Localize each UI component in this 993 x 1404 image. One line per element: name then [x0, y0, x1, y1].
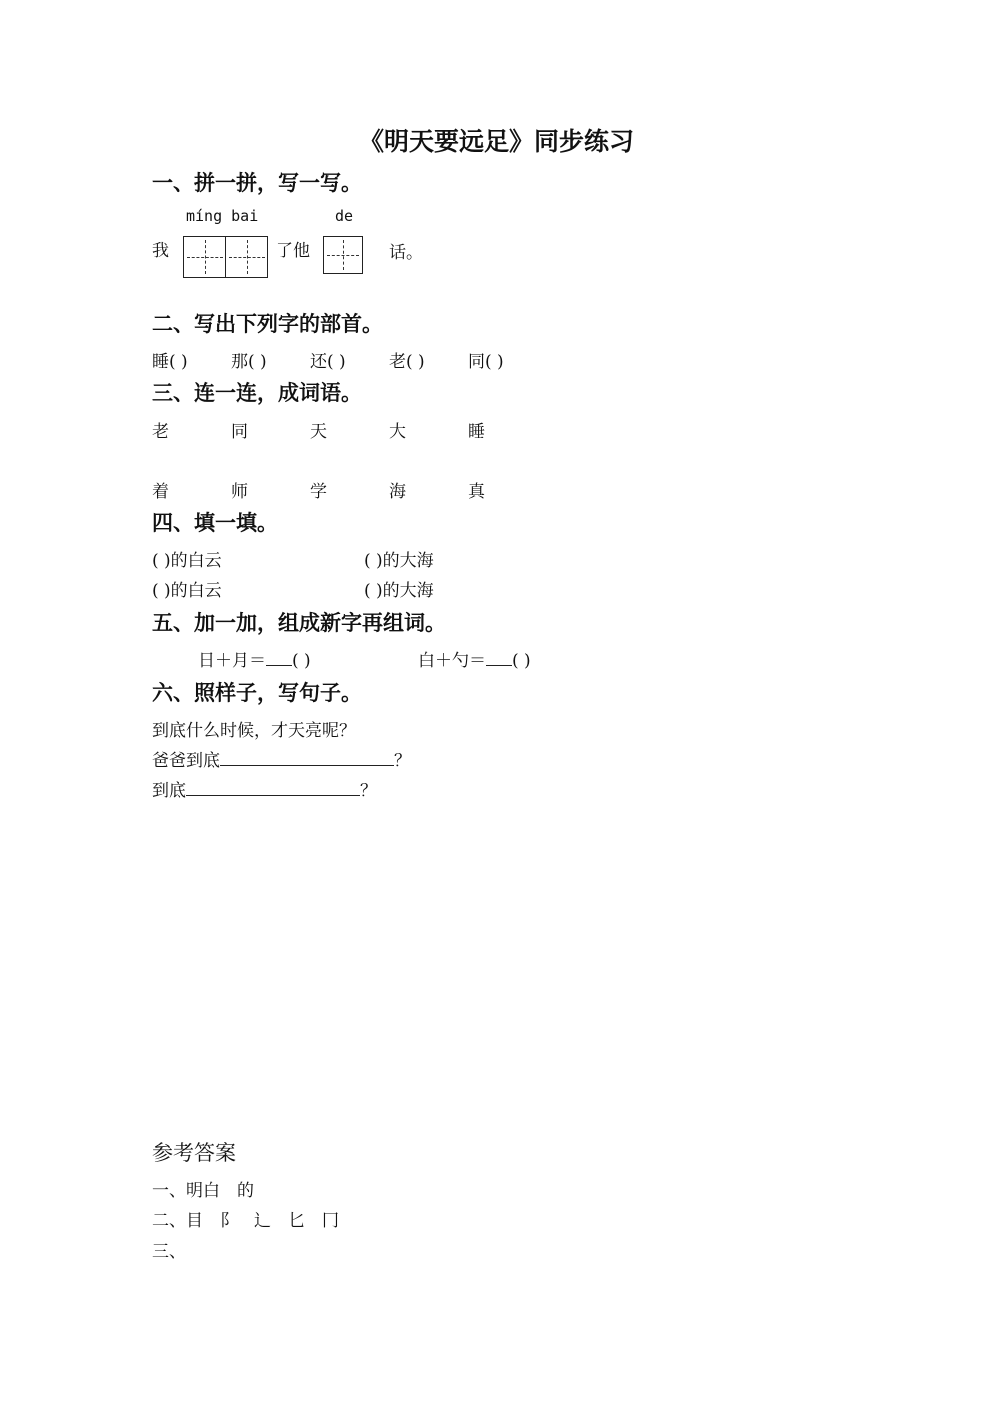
fill-blank-cloud[interactable]: ( )的白云 — [152, 581, 222, 601]
radical-item[interactable]: 老( ) — [389, 352, 425, 372]
sentence-part-2: 了他 — [276, 241, 310, 261]
match-top-char[interactable]: 天 — [310, 422, 327, 442]
sum-expression: 白＋勺＝ — [418, 651, 486, 671]
match-bottom-char[interactable]: 真 — [468, 482, 485, 502]
radical-item[interactable]: 那( ) — [231, 352, 267, 372]
fill-blank-cloud[interactable]: ( )的白云 — [152, 551, 222, 571]
word-paren[interactable]: ( ) — [512, 651, 531, 671]
radical-item[interactable]: 同( ) — [468, 352, 504, 372]
match-bottom-char[interactable]: 海 — [389, 482, 406, 502]
sentence-prefix: 爸爸到底 — [152, 751, 220, 771]
answer-3: 三、 — [152, 1242, 186, 1262]
section-5-heading: 五、加一加，组成新字再组词。 — [152, 610, 446, 635]
answer-1: 一、明白 的 — [152, 1181, 254, 1201]
char-sum-left — [198, 646, 311, 671]
sum-expression: 日＋月＝ — [198, 651, 266, 671]
answers-heading: 参考答案 — [152, 1141, 236, 1165]
answer-underline[interactable] — [486, 665, 512, 666]
writing-cell — [324, 237, 362, 273]
fill-blank-sea[interactable]: ( )的大海 — [364, 581, 434, 601]
sentence-part-1: 我 — [152, 241, 169, 261]
question-mark: ？ — [394, 751, 411, 771]
sentence-blank[interactable] — [186, 795, 360, 796]
answer-underline[interactable] — [266, 665, 292, 666]
fill-blank-sea[interactable]: ( )的大海 — [364, 551, 434, 571]
page-title: 《明天要远足》同步练习 — [358, 127, 634, 156]
question-mark: ？ — [360, 781, 377, 801]
match-top-char[interactable]: 大 — [389, 422, 406, 442]
section-2-heading: 二、写出下列字的部首。 — [152, 311, 383, 336]
sentence-part-3: 话。 — [389, 243, 423, 263]
sentence-line-1 — [152, 746, 411, 771]
match-bottom-char[interactable]: 师 — [231, 482, 248, 502]
pinyin-de: de — [335, 207, 354, 225]
writing-cell — [184, 237, 226, 277]
pinyin-mingbai: míng bai — [186, 207, 259, 225]
section-3-heading: 三、连一连，成词语。 — [152, 380, 362, 405]
radical-item[interactable]: 还( ) — [310, 352, 346, 372]
writing-grid-mingbai[interactable] — [183, 236, 268, 278]
example-sentence: 到底什么时候，才天亮呢？ — [152, 721, 356, 741]
section-4-heading: 四、填一填。 — [152, 510, 278, 535]
writing-cell — [225, 237, 268, 277]
radical-item[interactable]: 睡( ) — [152, 352, 188, 372]
match-top-char[interactable]: 老 — [152, 422, 169, 442]
writing-grid-de[interactable] — [323, 236, 363, 274]
sentence-blank[interactable] — [220, 765, 394, 766]
section-1-heading: 一、拼一拼，写一写。 — [152, 170, 362, 195]
match-bottom-char[interactable]: 学 — [310, 482, 327, 502]
answer-2: 二、目 阝 辶 匕 冂 — [152, 1211, 339, 1231]
sentence-line-2 — [152, 776, 377, 801]
char-sum-right — [418, 646, 531, 671]
match-top-char[interactable]: 同 — [231, 422, 248, 442]
sentence-prefix: 到底 — [152, 781, 186, 801]
section-6-heading: 六、照样子，写句子。 — [152, 680, 362, 705]
match-top-char[interactable]: 睡 — [468, 422, 485, 442]
match-bottom-char[interactable]: 着 — [152, 482, 169, 502]
word-paren[interactable]: ( ) — [292, 651, 311, 671]
